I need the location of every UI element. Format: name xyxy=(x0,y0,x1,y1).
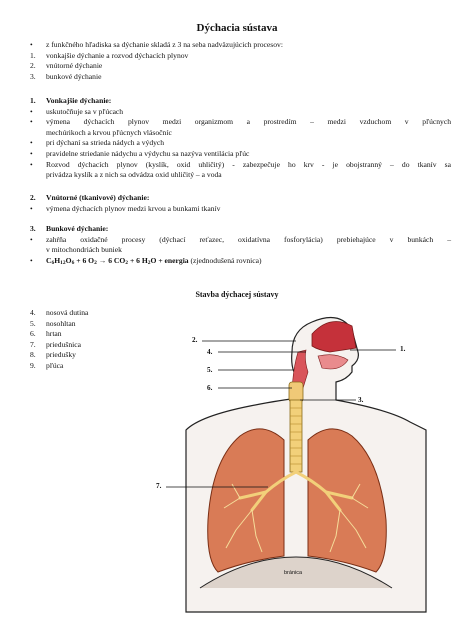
larynx xyxy=(289,382,303,402)
label-7: 7. xyxy=(156,482,162,490)
label-4: 4. xyxy=(207,348,213,356)
label-1: 1. xyxy=(400,345,406,353)
equation-note: (zjednodušená rovnica) xyxy=(188,255,262,265)
bullet-continuation: privádza kyslík a z nich sa odvádza oxid uhličitý – a voda xyxy=(46,170,222,180)
branica-label: bránica xyxy=(284,570,303,576)
bullet-item: • pri dýchaní sa strieda nádych a výdych xyxy=(30,138,165,148)
bullet-item: • výmena dýchacích plynov medzi organizmom a prostredím – medzi vzduchom v pľúcnych xyxy=(30,117,451,127)
section-heading: 1. Vonkajšie dýchanie: xyxy=(30,96,112,105)
label-3: 3. xyxy=(358,396,364,404)
equation-formula: C6H12O6 + 6 O2 → 6 CO2 + 6 H2O + energia xyxy=(46,255,189,266)
label-5: 5. xyxy=(207,366,213,374)
trachea xyxy=(290,400,302,472)
bullet-item: • výmena dýchacích plynov medzi krvou a bunkami tkanív xyxy=(30,203,221,213)
bullet-item: • uskutočňuje sa v pľúcach xyxy=(30,106,124,116)
legend-item: 8. priedušky xyxy=(30,350,76,360)
bullet-item: • pravidelne striedanie nádychu a výdychu sa nazýva ventilácia pľúc xyxy=(30,148,250,158)
bullet-icon: • xyxy=(30,148,33,158)
bullet-continuation: mechúrikoch a krvou pľúcnych vlásočníc xyxy=(46,127,172,137)
bullet-icon: • xyxy=(30,234,33,244)
bullet-icon: • xyxy=(30,40,33,49)
intro-item: 1. vonkajšie dýchanie a rozvod dýchacích plynov xyxy=(30,50,189,60)
bullet-continuation: v mitochondriách buniek xyxy=(46,245,122,255)
intro-item: 2. vnútorné dýchanie xyxy=(30,61,103,71)
label-2: 2. xyxy=(192,336,198,344)
legend-item: 9. pľúca xyxy=(30,360,64,370)
legend-item: 5. nosohltan xyxy=(30,318,76,328)
intro-lead: • z funkčného hľadiska sa dýchanie skladá z 3 na seba nadväzujúcich procesov: xyxy=(30,40,283,49)
legend-item: 7. priedušnica xyxy=(30,339,82,349)
intro-item: 3. bunkové dýchanie xyxy=(30,71,102,81)
label-6: 6. xyxy=(207,384,213,392)
bullet-icon: • xyxy=(30,117,33,127)
legend-item: 6. hrtan xyxy=(30,329,62,339)
bullet-icon: • xyxy=(30,159,33,169)
bullet-icon: • xyxy=(30,138,33,148)
bullet-icon: • xyxy=(30,255,33,265)
bullet-item: • Rozvod dýchacích plynov (kyslík, oxid uhličitý) - zabezpečuje ho krv - je obojstranný – do tkanív sa xyxy=(30,159,451,169)
section-heading: 2. Vnútorné (tkanivové) dýchanie: xyxy=(30,193,150,202)
page-title: Dýchacia sústava xyxy=(196,22,278,34)
section-heading: 3. Bunkové dýchanie: xyxy=(30,224,109,233)
diagram-title: Stavba dýchacej sústavy xyxy=(195,290,279,299)
bullet-icon: • xyxy=(30,203,33,213)
bullet-icon: • xyxy=(30,106,33,116)
legend-item: 4. nosová dutina xyxy=(30,308,89,317)
bullet-item: • zahŕňa oxidačné procesy (dýchací reťazec, oxidatívna fosforylácia) prebiehajúce v bunkách – xyxy=(30,234,451,244)
